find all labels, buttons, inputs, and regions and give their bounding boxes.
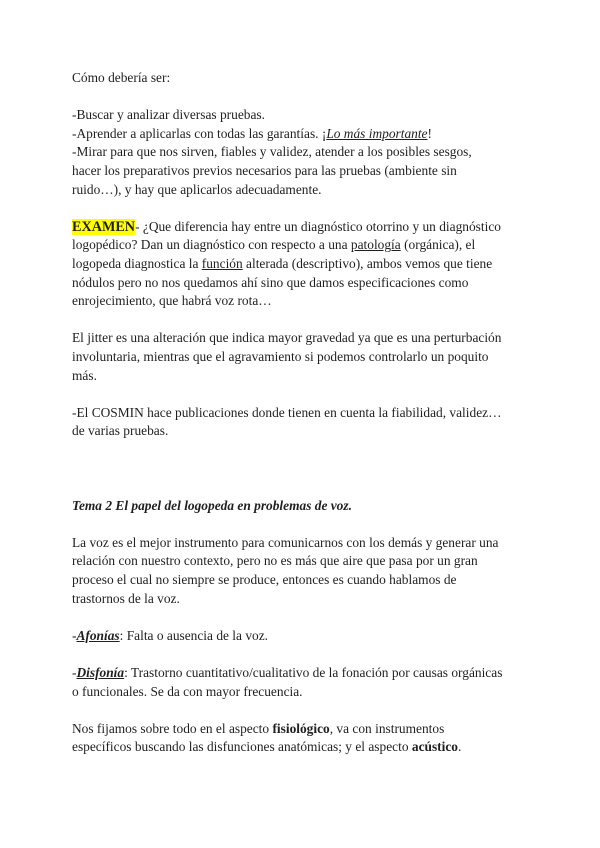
intro-item-3-line-2: hacer los preparativos previos necesarios para las pruebas (ambiente sin [72,162,457,178]
cosmin-line-2: de varias pruebas. [72,423,169,439]
spacer [72,459,536,478]
exam-line-1: EXAMEN- ¿Que diferencia hay entre un diagnóstico otorrino y un diagnóstico [72,218,501,235]
defined-term: Afonías [76,627,120,643]
intro-item-3-line-1: -Mirar para que nos sirven, fiables y validez, atender a los posibles sesgos, [72,144,472,160]
exam-line-2: logopédico? Dan un diagnóstico con respecto a una patología (orgánica), el [72,237,476,253]
afonias-definition: -Afonías: Falta o ausencia de la voz. [72,627,268,643]
voz-line-3: proceso el cual no siempre se produce, entonces es cuando hablamos de [72,572,457,588]
aspecto-line-2: específicos buscando las disfunciones anatómicas; y el aspecto acústico. [72,739,462,755]
spacer [72,385,536,404]
exam-line-3: logopeda diagnostica la función alterada (descriptivo), ambos vemos que tiene [72,255,493,271]
spacer [72,645,536,664]
bold-term: acústico [411,739,458,755]
jitter-line-1: El jitter es una alteración que indica mayor gravedad ya que es una perturbación [72,330,502,346]
disfonia-line-2: o funcionales. Se da con mayor frecuencia. [72,683,303,699]
spacer [72,88,536,107]
exam-line-4: nódulos pero no nos quedamos ahí sino que damos especificaciones como [72,274,469,290]
voz-line-1: La voz es el mejor instrumento para comunicarnos con los demás y generar una [72,534,499,550]
intro-title: Cómo debería ser: [72,70,171,85]
spacer [72,701,536,720]
exam-line-5: enrojecimiento, que habrá voz rota… [72,293,272,309]
section-heading: Tema 2 El papel del logopeda en problemas de voz. [72,497,352,513]
bold-term: fisiológico [272,720,330,736]
voz-line-2: relación con nuestro contexto, pero no es más que aire que pasa por un gran [72,553,478,569]
spacer [72,441,536,460]
intro-item-1: -Buscar y analizar diversas pruebas. [72,107,265,123]
disfonia-definition: -Disfonía: Trastorno cuantitativo/cualitativo de la fonación por causas orgánicas [72,665,503,680]
intro-item-2: -Aprender a aplicarlas con todas las garantías. ¡Lo más importante! [72,125,432,141]
spacer [72,608,536,627]
underlined-term: patología [350,237,401,253]
cosmin-line-1: -El COSMIN hace publicaciones donde tienen en cuenta la fiabilidad, validez… [72,404,502,420]
spacer [72,515,536,534]
intro-item-3-line-3: ruido…), y hay que aplicarlos adecuadamente. [72,181,322,197]
jitter-line-3: más. [72,367,97,383]
defined-term: Disfonía [76,665,125,680]
underlined-term: función [201,255,243,271]
voz-line-4: trastornos de la voz. [72,590,180,606]
aspecto-line-1: Nos fijamos sobre todo en el aspecto fisiológico, va con instrumentos [72,720,445,736]
emphasis-text: Lo más importante [326,125,428,141]
jitter-line-2: involuntaria, mientras que el agravamiento si podemos controlarlo un poquito [72,348,489,364]
spacer [72,478,536,497]
exam-highlight-label: EXAMEN [72,218,136,235]
spacer [72,311,536,330]
spacer [72,199,536,218]
